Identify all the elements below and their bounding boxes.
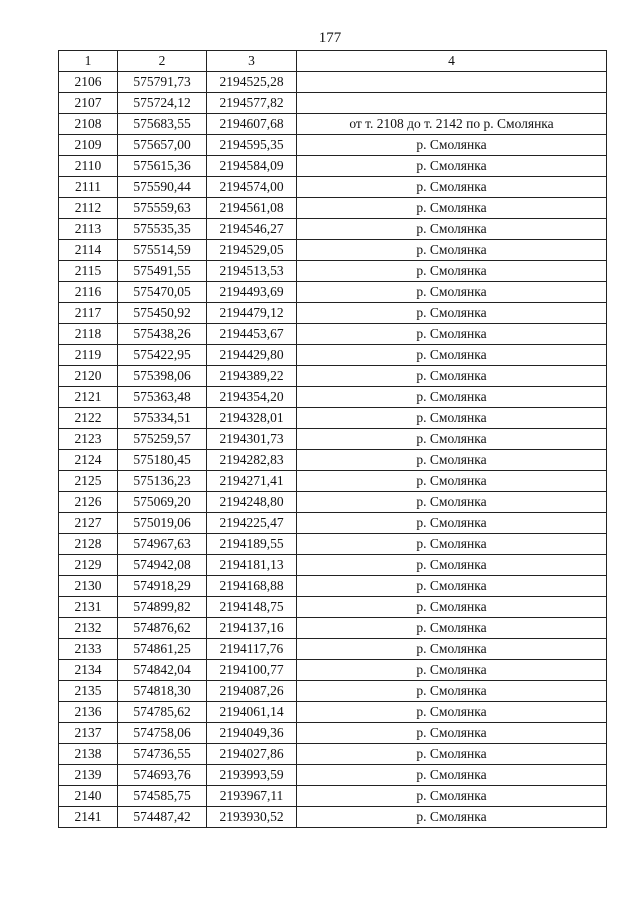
- table-row: [59, 408, 607, 429]
- point-number-cell: 2124: [59, 450, 118, 471]
- x-coordinate-cell: 575724,12: [118, 93, 207, 114]
- x-coordinate-cell: 575791,73: [118, 72, 207, 93]
- point-number-cell: 2133: [59, 639, 118, 660]
- description-cell: р. Смолянка: [297, 513, 607, 534]
- point-number-cell: 2139: [59, 765, 118, 786]
- table-row: [59, 93, 607, 114]
- y-coordinate-cell: 2194493,69: [207, 282, 297, 303]
- table-row: [59, 303, 607, 324]
- y-coordinate-cell: 2194561,08: [207, 198, 297, 219]
- point-number-cell: 2141: [59, 807, 118, 828]
- table-row: [59, 240, 607, 261]
- column-header-2: 2: [118, 51, 207, 72]
- point-number-cell: 2135: [59, 681, 118, 702]
- table-row: [59, 156, 607, 177]
- y-coordinate-cell: 2194546,27: [207, 219, 297, 240]
- description-cell: р. Смолянка: [297, 681, 607, 702]
- table-row: [59, 807, 607, 828]
- y-coordinate-cell: 2194117,76: [207, 639, 297, 660]
- x-coordinate-cell: 574585,75: [118, 786, 207, 807]
- y-coordinate-cell: 2194168,88: [207, 576, 297, 597]
- y-coordinate-cell: 2193993,59: [207, 765, 297, 786]
- point-number-cell: 2137: [59, 723, 118, 744]
- description-cell: р. Смолянка: [297, 282, 607, 303]
- description-cell: р. Смолянка: [297, 492, 607, 513]
- description-cell: р. Смолянка: [297, 156, 607, 177]
- description-cell: р. Смолянка: [297, 219, 607, 240]
- x-coordinate-cell: 575683,55: [118, 114, 207, 135]
- table-row: [59, 660, 607, 681]
- x-coordinate-cell: 574736,55: [118, 744, 207, 765]
- x-coordinate-cell: 574785,62: [118, 702, 207, 723]
- point-number-cell: 2123: [59, 429, 118, 450]
- x-coordinate-cell: 574876,62: [118, 618, 207, 639]
- table-row: [59, 429, 607, 450]
- y-coordinate-cell: 2194027,86: [207, 744, 297, 765]
- table-row: [59, 282, 607, 303]
- description-cell: р. Смолянка: [297, 723, 607, 744]
- table-row: [59, 723, 607, 744]
- description-cell: р. Смолянка: [297, 387, 607, 408]
- x-coordinate-cell: 575559,63: [118, 198, 207, 219]
- point-number-cell: 2113: [59, 219, 118, 240]
- description-cell: р. Смолянка: [297, 807, 607, 828]
- table-row: [59, 72, 607, 93]
- description-cell: р. Смолянка: [297, 639, 607, 660]
- table-row: [59, 387, 607, 408]
- description-cell: р. Смолянка: [297, 744, 607, 765]
- y-coordinate-cell: 2194049,36: [207, 723, 297, 744]
- x-coordinate-cell: 575259,57: [118, 429, 207, 450]
- x-coordinate-cell: 574842,04: [118, 660, 207, 681]
- description-cell: р. Смолянка: [297, 597, 607, 618]
- point-number-cell: 2126: [59, 492, 118, 513]
- y-coordinate-cell: 2194137,16: [207, 618, 297, 639]
- table-row: [59, 366, 607, 387]
- description-cell: р. Смолянка: [297, 240, 607, 261]
- table-row: [59, 555, 607, 576]
- description-cell: р. Смолянка: [297, 534, 607, 555]
- y-coordinate-cell: 2194453,67: [207, 324, 297, 345]
- y-coordinate-cell: 2194248,80: [207, 492, 297, 513]
- y-coordinate-cell: 2194301,73: [207, 429, 297, 450]
- point-number-cell: 2106: [59, 72, 118, 93]
- table-row: [59, 765, 607, 786]
- x-coordinate-cell: 575334,51: [118, 408, 207, 429]
- y-coordinate-cell: 2194354,20: [207, 387, 297, 408]
- table-header-row: [59, 51, 607, 72]
- point-number-cell: 2136: [59, 702, 118, 723]
- table-row: [59, 114, 607, 135]
- y-coordinate-cell: 2193930,52: [207, 807, 297, 828]
- y-coordinate-cell: 2194607,68: [207, 114, 297, 135]
- y-coordinate-cell: 2194525,28: [207, 72, 297, 93]
- point-number-cell: 2116: [59, 282, 118, 303]
- y-coordinate-cell: 2194087,26: [207, 681, 297, 702]
- y-coordinate-cell: 2194584,09: [207, 156, 297, 177]
- x-coordinate-cell: 575615,36: [118, 156, 207, 177]
- point-number-cell: 2109: [59, 135, 118, 156]
- point-number-cell: 2112: [59, 198, 118, 219]
- description-cell: р. Смолянка: [297, 702, 607, 723]
- point-number-cell: 2129: [59, 555, 118, 576]
- point-number-cell: 2131: [59, 597, 118, 618]
- point-number-cell: 2110: [59, 156, 118, 177]
- description-cell: [297, 72, 607, 93]
- point-number-cell: 2117: [59, 303, 118, 324]
- table-row: [59, 744, 607, 765]
- x-coordinate-cell: 575136,23: [118, 471, 207, 492]
- y-coordinate-cell: 2194595,35: [207, 135, 297, 156]
- point-number-cell: 2130: [59, 576, 118, 597]
- description-cell: р. Смолянка: [297, 345, 607, 366]
- description-cell: р. Смолянка: [297, 618, 607, 639]
- table-row: [59, 534, 607, 555]
- description-cell: р. Смолянка: [297, 765, 607, 786]
- x-coordinate-cell: 575180,45: [118, 450, 207, 471]
- x-coordinate-cell: 574861,25: [118, 639, 207, 660]
- table-row: [59, 597, 607, 618]
- table-row: [59, 492, 607, 513]
- x-coordinate-cell: 575470,05: [118, 282, 207, 303]
- x-coordinate-cell: 574942,08: [118, 555, 207, 576]
- x-coordinate-cell: 575657,00: [118, 135, 207, 156]
- table-body: [59, 72, 607, 828]
- description-cell: р. Смолянка: [297, 450, 607, 471]
- x-coordinate-cell: 575363,48: [118, 387, 207, 408]
- description-cell: р. Смолянка: [297, 660, 607, 681]
- x-coordinate-cell: 575535,35: [118, 219, 207, 240]
- description-cell: р. Смолянка: [297, 576, 607, 597]
- point-number-cell: 2121: [59, 387, 118, 408]
- y-coordinate-cell: 2193967,11: [207, 786, 297, 807]
- x-coordinate-cell: 575398,06: [118, 366, 207, 387]
- table-row: [59, 198, 607, 219]
- x-coordinate-cell: 574899,82: [118, 597, 207, 618]
- table-row: [59, 702, 607, 723]
- y-coordinate-cell: 2194389,22: [207, 366, 297, 387]
- point-number-cell: 2134: [59, 660, 118, 681]
- point-number-cell: 2122: [59, 408, 118, 429]
- table-row: [59, 786, 607, 807]
- page-number: 177: [318, 30, 342, 46]
- table-row: [59, 618, 607, 639]
- point-number-cell: 2127: [59, 513, 118, 534]
- y-coordinate-cell: 2194513,53: [207, 261, 297, 282]
- point-number-cell: 2132: [59, 618, 118, 639]
- y-coordinate-cell: 2194271,41: [207, 471, 297, 492]
- description-cell: р. Смолянка: [297, 198, 607, 219]
- table-row: [59, 681, 607, 702]
- table-row: [59, 513, 607, 534]
- point-number-cell: 2111: [59, 177, 118, 198]
- table-row: [59, 177, 607, 198]
- x-coordinate-cell: 574758,06: [118, 723, 207, 744]
- x-coordinate-cell: 574693,76: [118, 765, 207, 786]
- coordinates-table: [58, 50, 607, 828]
- y-coordinate-cell: 2194529,05: [207, 240, 297, 261]
- description-cell: р. Смолянка: [297, 429, 607, 450]
- y-coordinate-cell: 2194429,80: [207, 345, 297, 366]
- y-coordinate-cell: 2194148,75: [207, 597, 297, 618]
- y-coordinate-cell: 2194061,14: [207, 702, 297, 723]
- y-coordinate-cell: 2194181,13: [207, 555, 297, 576]
- column-header-4: 4: [297, 51, 607, 72]
- table-row: [59, 639, 607, 660]
- table-row: [59, 324, 607, 345]
- table-row: [59, 261, 607, 282]
- x-coordinate-cell: 575590,44: [118, 177, 207, 198]
- table-row: [59, 219, 607, 240]
- y-coordinate-cell: 2194100,77: [207, 660, 297, 681]
- x-coordinate-cell: 575491,55: [118, 261, 207, 282]
- point-number-cell: 2120: [59, 366, 118, 387]
- point-number-cell: 2108: [59, 114, 118, 135]
- point-number-cell: 2114: [59, 240, 118, 261]
- table-row: [59, 450, 607, 471]
- x-coordinate-cell: 575069,20: [118, 492, 207, 513]
- x-coordinate-cell: 574967,63: [118, 534, 207, 555]
- x-coordinate-cell: 575438,26: [118, 324, 207, 345]
- column-header-3: 3: [207, 51, 297, 72]
- description-cell: р. Смолянка: [297, 261, 607, 282]
- point-number-cell: 2107: [59, 93, 118, 114]
- description-cell: [297, 93, 607, 114]
- description-cell: р. Смолянка: [297, 303, 607, 324]
- point-number-cell: 2115: [59, 261, 118, 282]
- x-coordinate-cell: 575514,59: [118, 240, 207, 261]
- table-row: [59, 135, 607, 156]
- y-coordinate-cell: 2194479,12: [207, 303, 297, 324]
- y-coordinate-cell: 2194328,01: [207, 408, 297, 429]
- y-coordinate-cell: 2194189,55: [207, 534, 297, 555]
- description-cell: от т. 2108 до т. 2142 по р. Смолянка: [297, 114, 607, 135]
- x-coordinate-cell: 575450,92: [118, 303, 207, 324]
- point-number-cell: 2125: [59, 471, 118, 492]
- column-header-1: 1: [59, 51, 118, 72]
- description-cell: р. Смолянка: [297, 786, 607, 807]
- y-coordinate-cell: 2194574,00: [207, 177, 297, 198]
- point-number-cell: 2128: [59, 534, 118, 555]
- point-number-cell: 2118: [59, 324, 118, 345]
- description-cell: р. Смолянка: [297, 177, 607, 198]
- x-coordinate-cell: 575422,95: [118, 345, 207, 366]
- description-cell: р. Смолянка: [297, 324, 607, 345]
- y-coordinate-cell: 2194282,83: [207, 450, 297, 471]
- description-cell: р. Смолянка: [297, 471, 607, 492]
- x-coordinate-cell: 574818,30: [118, 681, 207, 702]
- y-coordinate-cell: 2194225,47: [207, 513, 297, 534]
- table-row: [59, 576, 607, 597]
- x-coordinate-cell: 574918,29: [118, 576, 207, 597]
- table-row: [59, 345, 607, 366]
- x-coordinate-cell: 575019,06: [118, 513, 207, 534]
- y-coordinate-cell: 2194577,82: [207, 93, 297, 114]
- point-number-cell: 2140: [59, 786, 118, 807]
- point-number-cell: 2119: [59, 345, 118, 366]
- description-cell: р. Смолянка: [297, 366, 607, 387]
- description-cell: р. Смолянка: [297, 408, 607, 429]
- table-row: [59, 471, 607, 492]
- description-cell: р. Смолянка: [297, 135, 607, 156]
- description-cell: р. Смолянка: [297, 555, 607, 576]
- point-number-cell: 2138: [59, 744, 118, 765]
- x-coordinate-cell: 574487,42: [118, 807, 207, 828]
